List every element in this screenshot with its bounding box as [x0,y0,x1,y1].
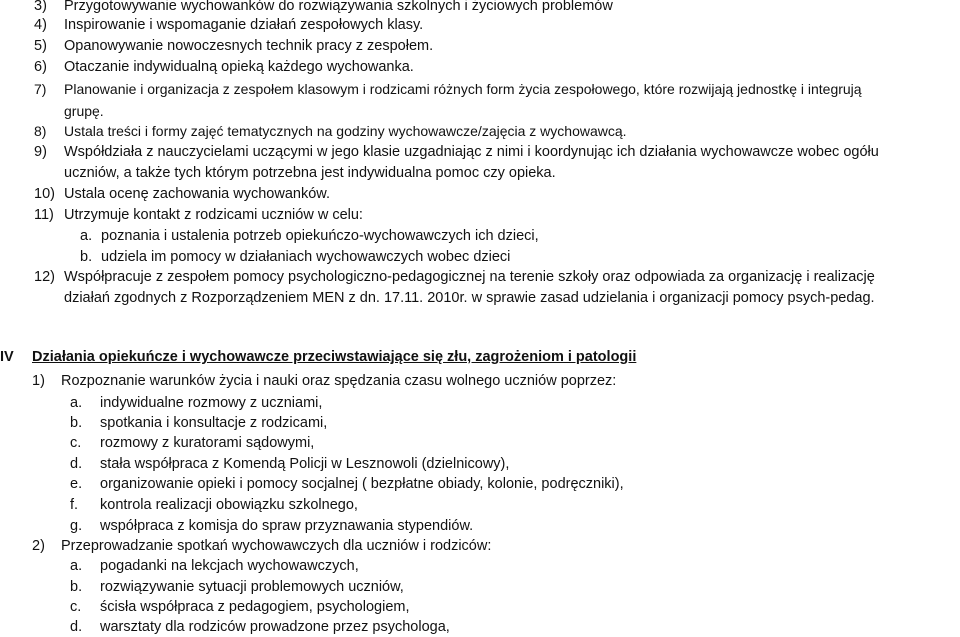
sub-item-letter: d. [70,619,83,635]
sub-item-letter: a. [80,228,93,244]
item-text-continued: uczniów, a także tych którym potrzebna jest indywidualna pomoc czy opieka. [64,165,556,181]
item-text: Planowanie i organizacja z zespołem klasowym i rodzicami różnych form życia zespołowego, które rozwijają jednostkę i integrują [64,81,862,97]
item-text: Przeprowadzanie spotkań wychowawczych dla uczniów i rodziców: [61,538,492,554]
sub-item-text: kontrola realizacji obowiązku szkolnego, [100,497,358,513]
sub-item-text: współpraca z komisja do spraw przyznawania stypendiów. [100,518,474,534]
item-number: 3) [34,0,47,14]
sub-item-letter: d. [70,456,83,472]
sub-item-letter: e. [70,476,83,492]
item-text-continued: grupę. [64,103,104,119]
sub-item-text: pogadanki na lekcjach wychowawczych, [100,558,359,574]
item-number: 8) [34,123,47,139]
item-text: Inspirowanie i wspomaganie działań zespołowych klasy. [64,17,424,33]
section-roman-numeral: IV [0,349,14,365]
item-number: 5) [34,38,47,54]
sub-item-letter: b. [70,579,83,595]
sub-item-text: ścisła współpraca z pedagogiem, psychologiem, [100,599,410,615]
sub-item-text: udziela im pomocy w działaniach wychowawczych wobec dzieci [101,249,511,265]
sub-item-letter: a. [70,395,83,411]
sub-item-letter: a. [70,558,83,574]
item-number: 12) [34,269,55,285]
item-text: Przygotowywanie wychowanków do rozwiązywania szkolnych i życiowych problemów [64,0,613,14]
sub-item-letter: g. [70,518,83,534]
item-number: 9) [34,144,47,160]
sub-item-text: poznania i ustalenia potrzeb opiekuńczo-wychowawczych ich dzieci, [101,228,539,244]
sub-item-text: spotkania i konsultacje z rodzicami, [100,415,328,431]
sub-item-text: warsztaty dla rodziców prowadzone przez psychologa, [100,619,450,635]
item-text: Ustala treści i formy zajęć tematycznych na godziny wychowawcze/zajęcia z wychowawcą. [64,123,627,139]
item-number: 7) [34,81,47,97]
item-text-continued: działań zgodnych z Rozporządzeniem MEN z dn. 17.11. 2010r. w sprawie zasad udzielania i organizacji pomocy psych-pedag. [64,290,875,306]
sub-item-letter: f. [70,497,79,513]
item-text: Rozpoznanie warunków życia i nauki oraz spędzania czasu wolnego uczniów poprzez: [61,373,617,389]
sub-item-letter: b. [70,415,83,431]
section-title: Działania opiekuńcze i wychowawcze przeciwstawiające się złu, zagrożeniom i patologii [32,349,637,365]
sub-item-letter: c. [70,435,82,451]
item-text: Utrzymuje kontakt z rodzicami uczniów w celu: [64,207,363,223]
item-number: 2) [32,538,45,554]
sub-item-text: stała współpraca z Komendą Policji w Lesznowoli (dzielnicowy), [100,456,510,472]
sub-item-text: rozwiązywanie sytuacji problemowych uczniów, [100,579,404,595]
item-number: 10) [34,186,55,202]
item-number: 1) [32,373,45,389]
item-number: 4) [34,17,47,33]
item-text: Opanowywanie nowoczesnych technik pracy z zespołem. [64,38,434,54]
item-text: Współpracuje z zespołem pomocy psychologiczno-pedagogicznej na terenie szkoły oraz odpowiada za organizację i realizację [64,269,875,285]
sub-item-text: organizowanie opieki i pomocy socjalnej ( bezpłatne obiady, kolonie, podręczniki), [100,476,624,492]
item-number: 11) [34,207,54,223]
sub-item-letter: b. [80,249,93,265]
item-text: Ustala ocenę zachowania wychowanków. [64,186,330,202]
item-text: Otaczanie indywidualną opieką każdego wychowanka. [64,59,414,75]
sub-item-letter: c. [70,599,82,615]
sub-item-text: indywidualne rozmowy z uczniami, [100,395,323,411]
item-number: 6) [34,59,47,75]
sub-item-text: rozmowy z kuratorami sądowymi, [100,435,315,451]
item-text: Współdziała z nauczycielami uczącymi w jego klasie uzgadniając z nimi i koordynując ich działania wychowawcze wobec ogółu [64,144,879,160]
